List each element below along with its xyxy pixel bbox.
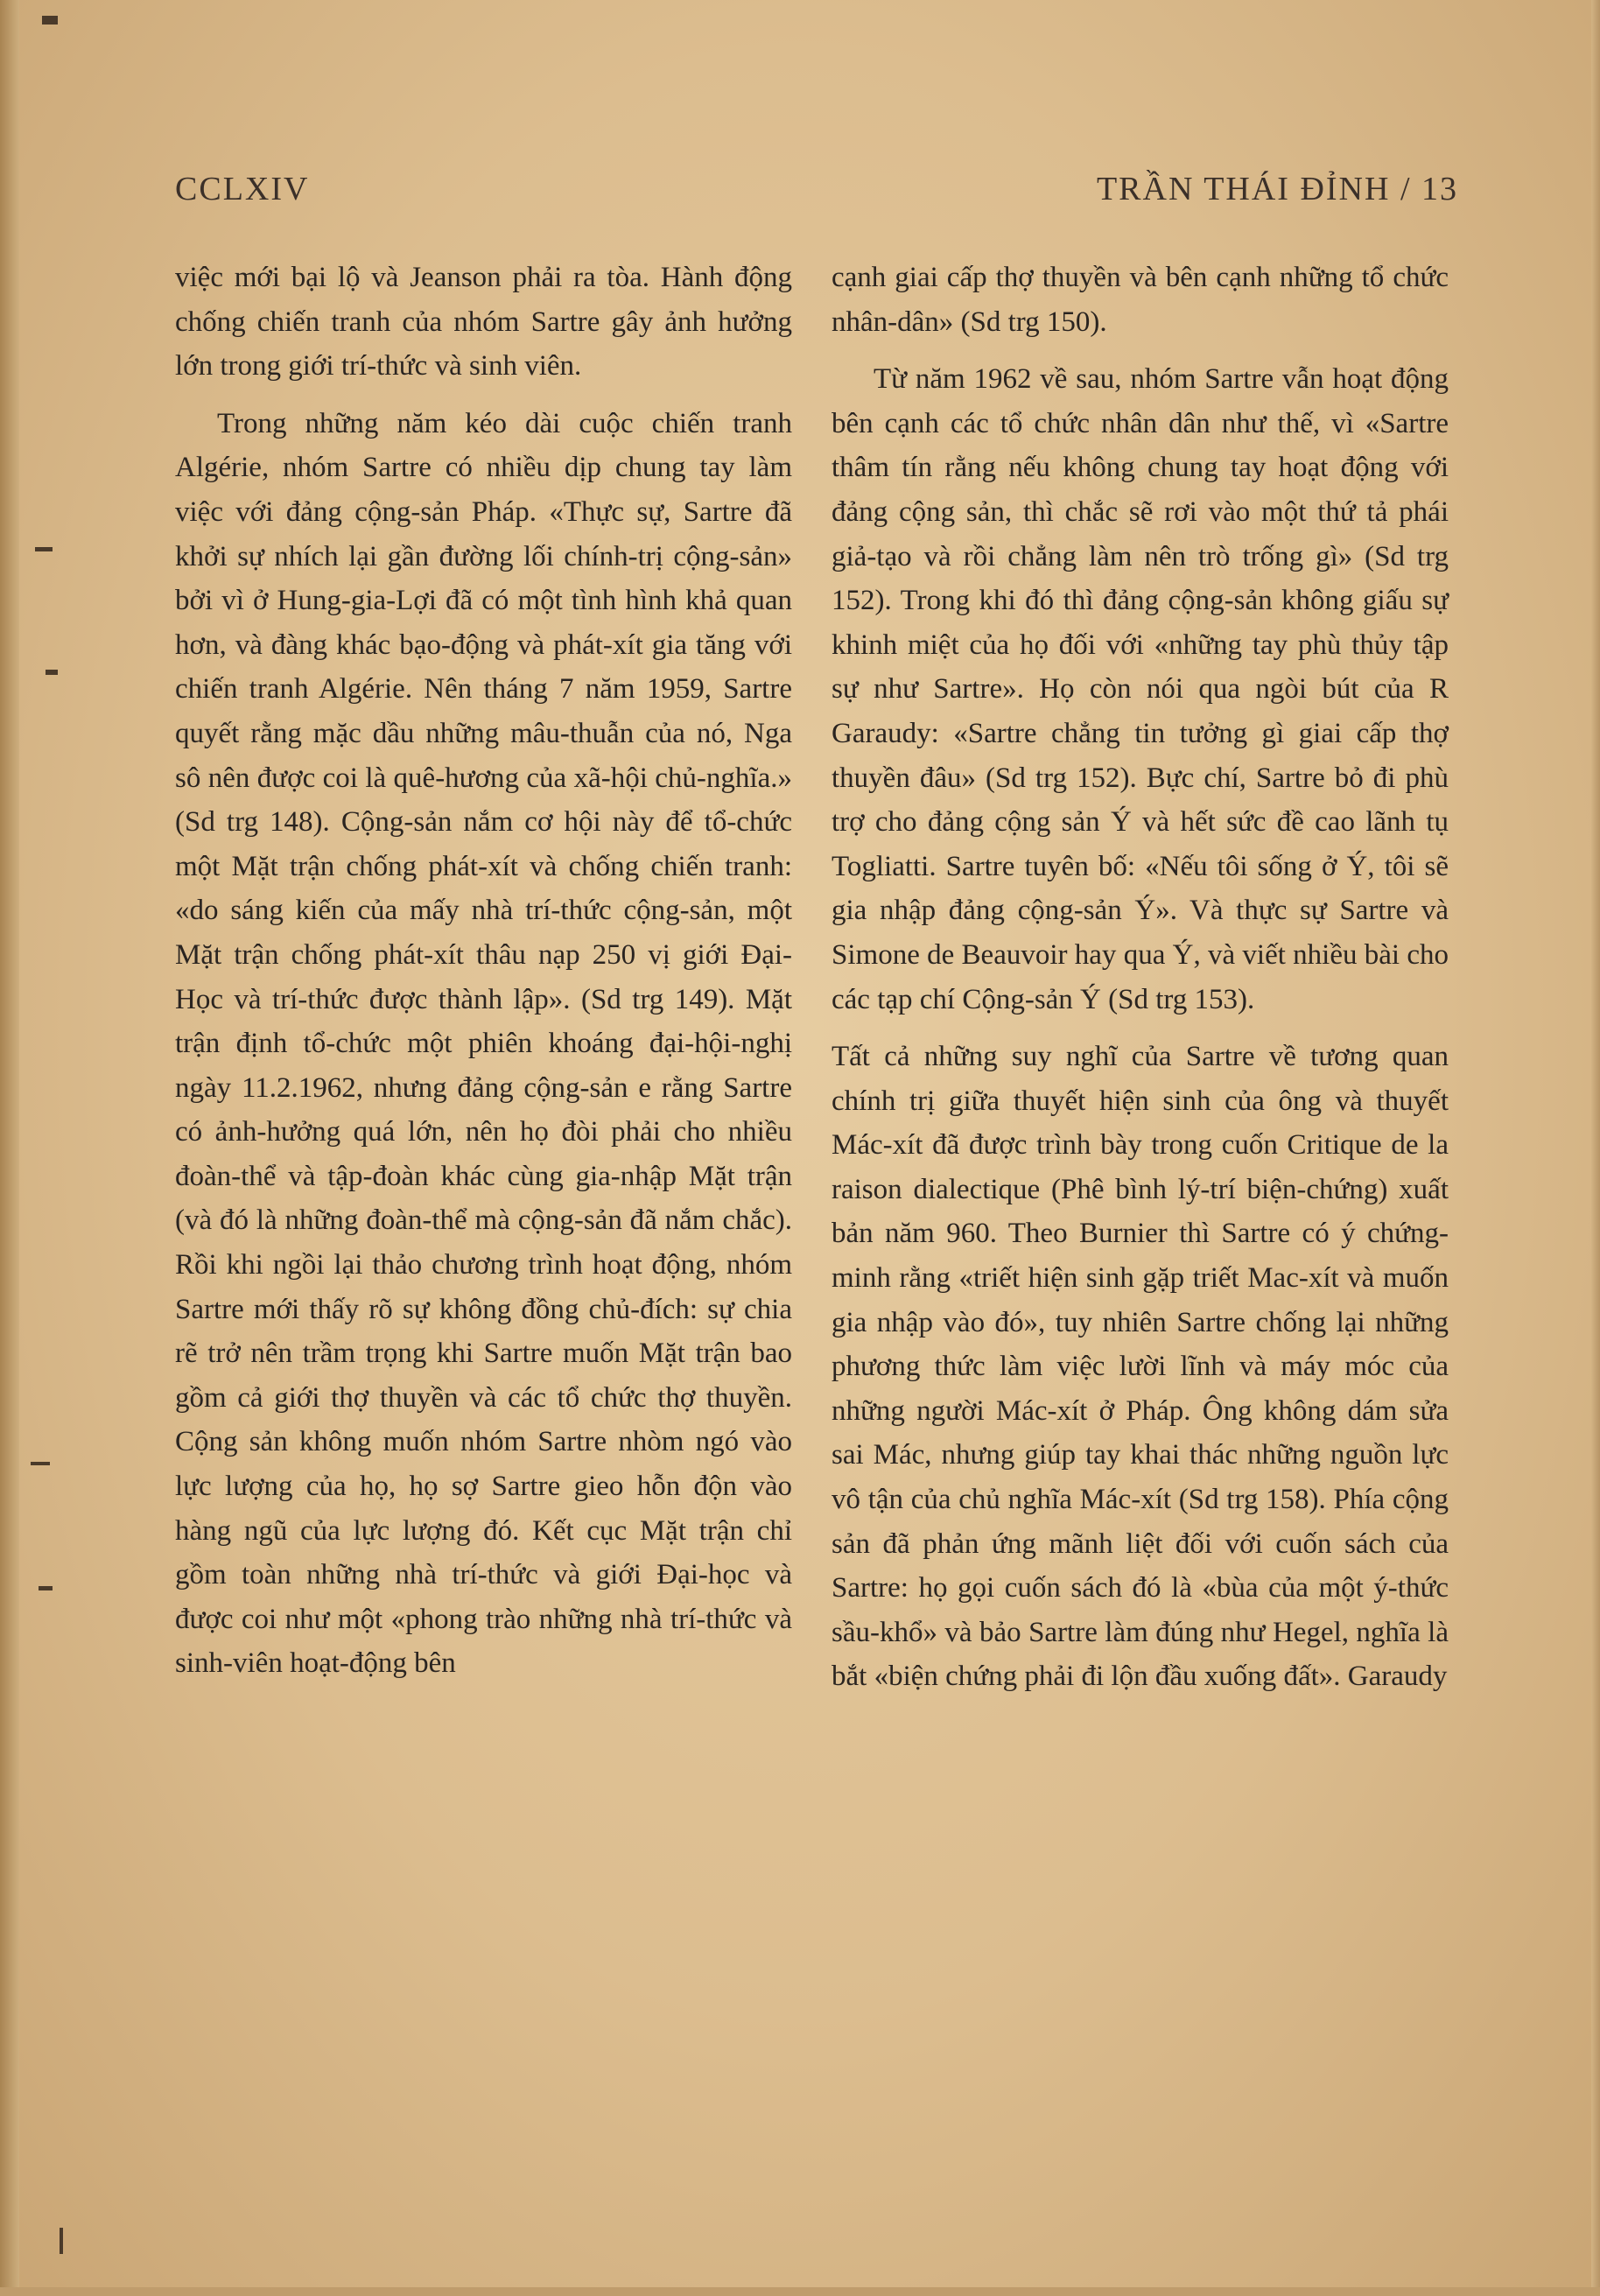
paragraph: Trong những năm kéo dài cuộc chiến tranh Algérie, nhóm Sartre có nhiều dịp chung tay làm việc với đảng cộng-sản Pháp. «Thực sự, Sartre đã khởi sự nhích lại gần đường lối chính-trị cộng-sản» bởi vì ở Hung-gia-Lợi đã có một tình hình khả quan hơn, và đàng khác bạo-động và phát-xít gia tăng với chiến tranh Algérie. Nên tháng 7 năm 1959, Sartre quyết rằng mặc dầu những mâu-thuẫn của nó, Nga sô nên được coi là quê-hương của xã-hội chủ-nghĩa.» (Sd trg 148). Cộng-sản nắm cơ hội này để tổ-chức một Mặt trận chống phát-xít và chống chiến tranh: «do sáng kiến của mấy nhà trí-thức cộng-sản, một Mặt trận chống phát-xít thâu nạp 250 vị giới Đại-Học và trí-thức được thành lập». (Sd trg 149). Mặt trận định tổ-chức một phiên khoáng đại-hội-nghị ngày 11.2.1962, nhưng đảng cộng-sản e rằng Sartre có ảnh-hưởng quá lớn, nên họ đòi phải cho nhiều đoàn-thể và tập-đoàn khác cùng gia-nhập Mặt trận (và đó là những đoàn-thể mà cộng-sản đã nắm chắc). Rồi khi ngồi lại thảo chương trình hoạt động, nhóm Sartre mới thấy rõ sự không đồng chủ-đích: sự chia rẽ trở nên trầm trọng khi Sartre muốn Mặt trận bao gồm cả giới thợ thuyền và các tổ chức thợ thuyền. Cộng sản không muốn nhóm Sartre nhòm ngó vào lực lượng của họ, họ sợ Sartre gieo hỗn độn vào hàng ngũ của lực lượng đó. Kết cục Mặt trận chỉ gồm toàn những nhà trí-thức và giới Đại-học và được coi như một «phong trào những nhà trí-thức và sinh-viên hoạt-động bên	[175, 407, 792, 1680]
ink-mark	[35, 547, 53, 551]
ink-mark	[42, 16, 58, 25]
ink-mark	[39, 1586, 53, 1590]
paragraph: việc mới bại lộ và Jeanson phải ra tòa. Hành động chống chiến tranh của nhóm Sartre gây ảnh hưởng lớn trong giới trí-thức và sinh viên.	[175, 262, 792, 383]
ink-mark	[31, 1462, 50, 1465]
paragraph: Từ năm 1962 về sau, nhóm Sartre vẫn hoạt động bên cạnh các tổ chức nhân dân như thế, vì «Sartre thâm tín rằng nếu không chung tay hoạt động với đảng cộng sản, thì chắc sẽ rơi vào một thứ tả phái giả-tạo và rồi chẳng làm nên trò trống gì» (Sd trg 152). Trong khi đó thì đảng cộng-sản không giấu sự khinh miệt của họ đối với «những tay phù thủy tập sự như Sartre». Họ còn nói qua ngòi bút của R Garaudy: «Sartre chẳng tin tưởng gì giai cấp thợ thuyền đâu» (Sd trg 152). Bực chí, Sartre bỏ đi phù trợ cho đảng cộng sản Ý và hết sức đề cao lãnh tụ Togliatti. Sartre tuyên bố: «Nếu tôi sống ở Ý, tôi sẽ gia nhập đảng cộng-sản Ý». Và thực sự Sartre và Simone de Beauvoir hay qua Ý, và viết nhiều bài cho các tạp chí Cộng-sản Ý (Sd trg 153).	[832, 363, 1449, 1015]
ink-mark	[60, 2228, 63, 2254]
page-edge-left	[0, 0, 19, 2296]
ink-mark	[46, 670, 58, 675]
issue-number: CCLXIV	[175, 171, 310, 207]
text-column-right	[832, 256, 1449, 1699]
author-page-number: TRẦN THÁI ĐỈNH / 13	[1096, 171, 1458, 207]
paragraph: Tất cả những suy nghĩ của Sartre về tương quan chính trị giữa thuyết hiện sinh của ông và thuyết Mác-xít đã được trình bày trong cuốn Critique de la raison dialectique (Phê bình lý-trí biện-chứng) xuất bản năm 960. Theo Burnier thì Sartre có ý chứng-minh rằng «triết hiện sinh gặp triết Mac-xít và muốn gia nhập vào đó», tuy nhiên Sartre chống lại những phương thức làm việc lười lĩnh và máy móc của những người Mác-xít ở Pháp. Ông không dám sửa sai Mác, nhưng giúp tay khai thác những nguồn lực vô tận của chủ nghĩa Mác-xít (Sd trg 158). Phía cộng sản đã phản ứng mãnh liệt đối với cuốn sách của Sartre: họ gọi cuốn sách đó là «bùa của một ý-thức sầu-khổ» và bảo Sartre làm đúng như Hegel, nghĩa là bắt «biện chứng phải đi lộn đầu xuống đất». Garaudy	[832, 1041, 1449, 1693]
paragraph: cạnh giai cấp thợ thuyền và bên cạnh những tổ chức nhân-dân» (Sd trg 150).	[832, 262, 1449, 338]
text-column-left	[175, 256, 792, 1686]
page-edge-bottom	[0, 2287, 1600, 2296]
running-header	[0, 166, 1600, 219]
page-edge-right	[1591, 0, 1600, 2296]
